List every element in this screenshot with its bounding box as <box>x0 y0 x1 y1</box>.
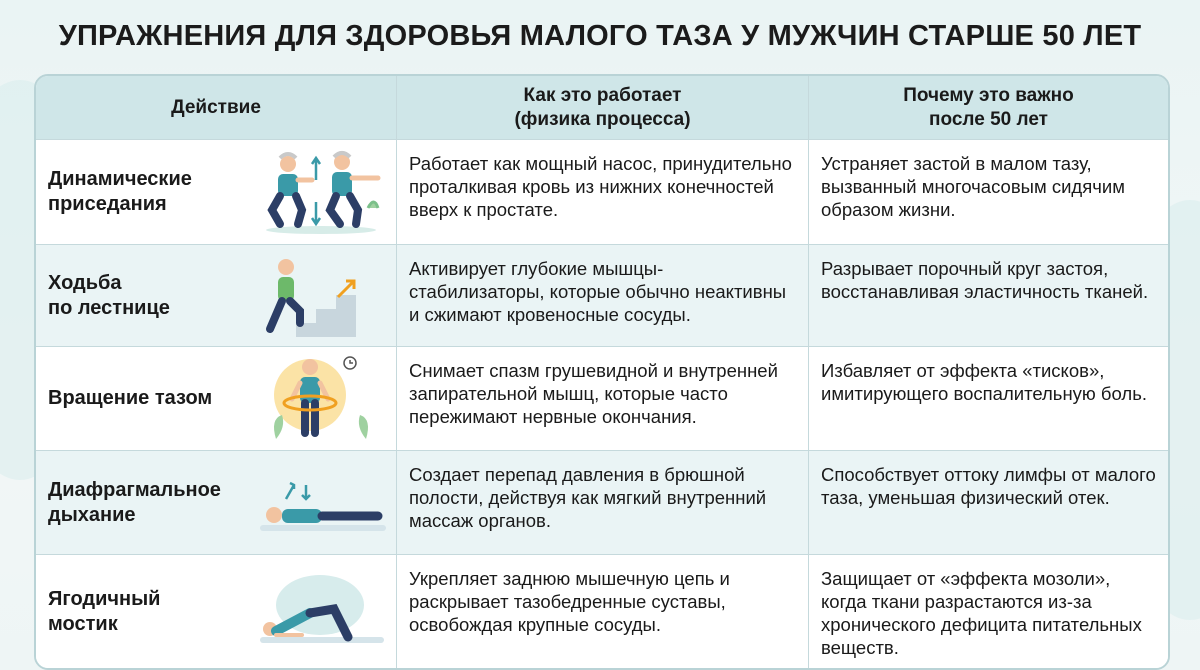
hip-rotation-illustration <box>256 355 386 443</box>
table-row-action <box>36 245 397 347</box>
action-label: Вращение тазом <box>48 387 213 409</box>
exercise-table <box>34 74 1170 670</box>
table-cell-why: Устраняет застой в малом тазу, вызванный многочасовым сидячим образом жизни. <box>809 140 1168 245</box>
table-cell-why: Способствует оттоку лимфы от малого таза, уменьшая физический отек. <box>809 451 1168 555</box>
table-row-action <box>36 140 397 245</box>
table-cell-how: Активирует глубокие мышцы-стабилизаторы, которые обычно неактивны и сжимают кровеносные сосуды. <box>397 245 809 347</box>
header-how: Как это работает (физика процесса) <box>397 76 809 140</box>
glute-bridge-illustration <box>256 563 386 651</box>
breathing-illustration <box>256 459 386 547</box>
table-row-action <box>36 555 397 668</box>
table-cell-why: Защищает от «эффекта мозоли», когда ткани разрастаются из-за хронического дефицита питательных веществ. <box>809 555 1168 668</box>
header-action: Действие <box>36 76 397 140</box>
squat-illustration <box>256 148 386 236</box>
table-cell-why: Избавляет от эффекта «тисков», имитирующего воспалительную боль. <box>809 347 1168 451</box>
header-why: Почему это важно после 50 лет <box>809 76 1168 140</box>
table-cell-how: Создает перепад давления в брюшной полости, действуя как мягкий внутренний массаж органов. <box>397 451 809 555</box>
table-cell-how: Снимает спазм грушевидной и внутренней запирательной мышц, которые часто пережимают нервные окончания. <box>397 347 809 451</box>
action-label: Ягодичный мостик <box>48 587 161 635</box>
stairs-illustration <box>256 253 386 341</box>
table-cell-how: Укрепляет заднюю мышечную цепь и раскрывает тазобедренные суставы, освобождая крупные сосуды. <box>397 555 809 668</box>
table-cell-why: Разрывает порочный круг застоя, восстанавливая эластичность тканей. <box>809 245 1168 347</box>
page-title: УПРАЖНЕНИЯ ДЛЯ ЗДОРОВЬЯ МАЛОГО ТАЗА У МУЖЧИН СТАРШЕ 50 ЛЕТ <box>58 20 1142 52</box>
action-label: Диафрагмальное дыхание <box>48 478 221 526</box>
table-row-action <box>36 451 397 555</box>
table-row-action <box>36 347 397 451</box>
table-cell-how: Работает как мощный насос, принудительно проталкивая кровь из нижних конечностей вверх к простате. <box>397 140 809 245</box>
action-label: Динамические приседания <box>48 168 192 215</box>
action-label: Ходьба по лестнице <box>48 271 170 319</box>
